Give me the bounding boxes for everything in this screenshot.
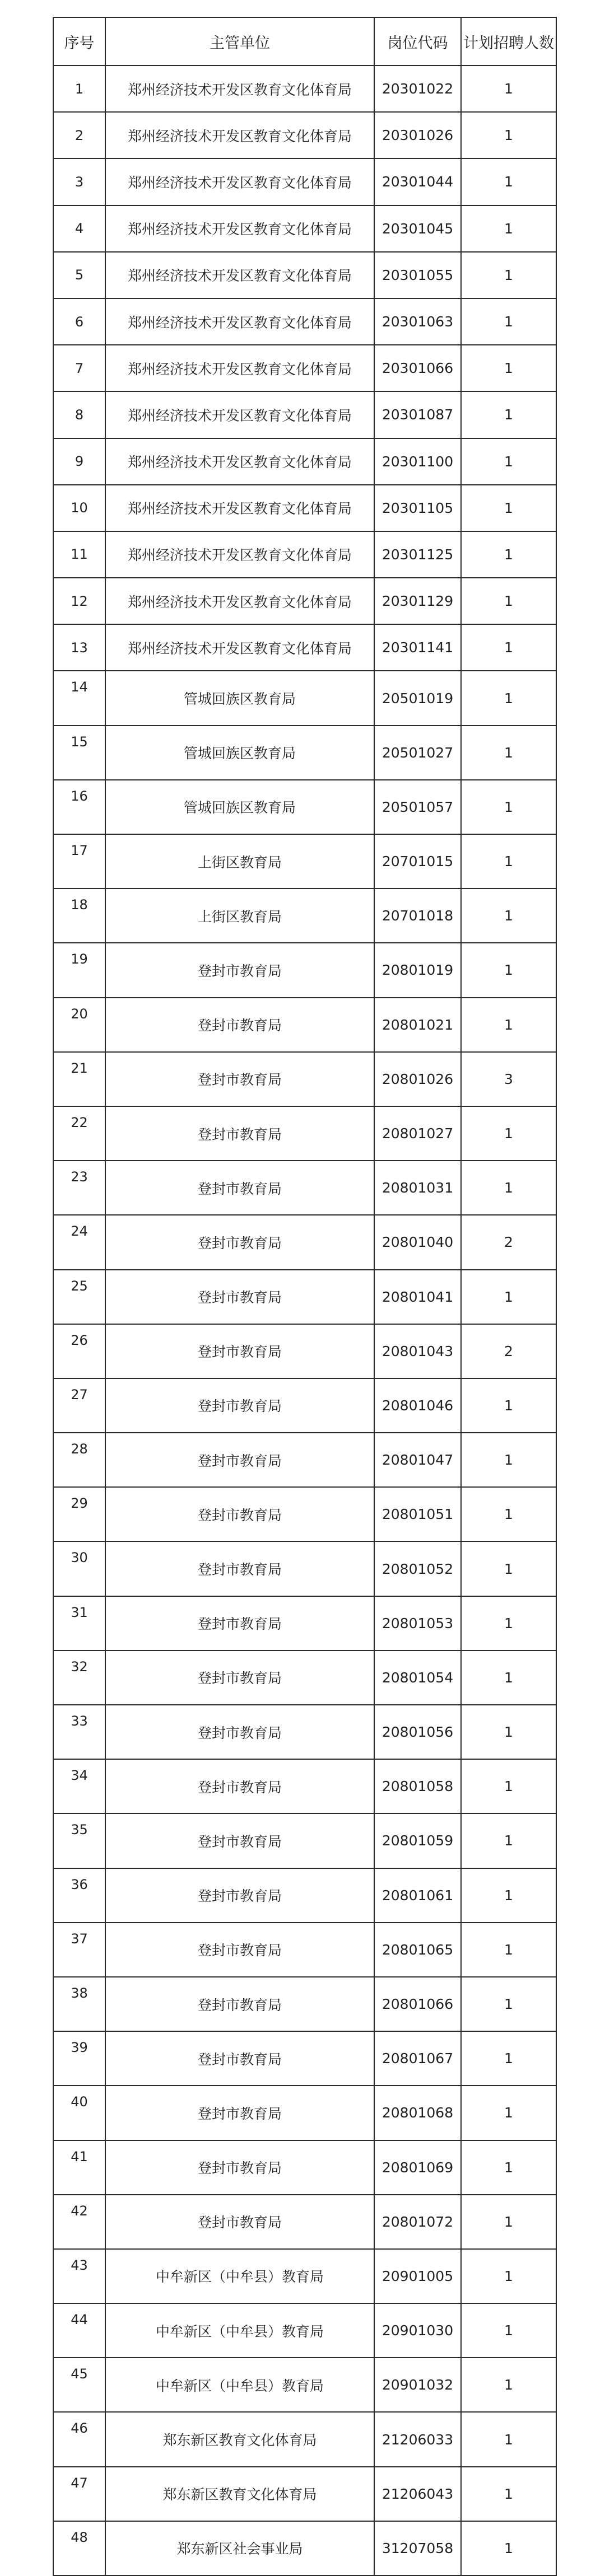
row-code: 20701018 xyxy=(374,889,461,943)
row-unit: 郑东新区教育文化体育局 xyxy=(105,2467,374,2521)
row-count: 1 xyxy=(461,2412,556,2466)
row-code: 21206043 xyxy=(374,2467,461,2521)
row-unit: 郑东新区教育文化体育局 xyxy=(105,2412,374,2466)
table-row xyxy=(53,1651,556,1705)
row-count: 1 xyxy=(461,1433,556,1487)
header-code: 岗位代码 xyxy=(374,17,461,66)
row-count: 1 xyxy=(461,2249,556,2303)
table-row xyxy=(53,1977,556,2031)
row-unit: 管城回族区教育局 xyxy=(105,671,374,725)
row-code: 20301022 xyxy=(374,66,461,112)
row-seq: 2 xyxy=(53,112,105,158)
row-code: 31207058 xyxy=(374,2521,461,2575)
row-code: 20501027 xyxy=(374,726,461,780)
row-code: 20801040 xyxy=(374,1215,461,1269)
row-count: 1 xyxy=(461,391,556,438)
table-row xyxy=(53,726,556,780)
row-seq: 10 xyxy=(53,485,105,531)
row-seq: 1 xyxy=(53,66,105,112)
row-seq: 26 xyxy=(53,1324,105,1378)
row-code: 20801065 xyxy=(374,1923,461,1977)
row-count: 1 xyxy=(461,1923,556,1977)
table-row xyxy=(53,391,556,438)
row-count: 1 xyxy=(461,112,556,158)
table-row xyxy=(53,1596,556,1651)
row-count: 1 xyxy=(461,1705,556,1759)
row-count: 1 xyxy=(461,2358,556,2412)
table-row xyxy=(53,1215,556,1269)
row-code: 20301141 xyxy=(374,624,461,671)
row-count: 1 xyxy=(461,1977,556,2031)
row-seq: 5 xyxy=(53,252,105,298)
row-unit: 郑州经济技术开发区教育文化体育局 xyxy=(105,345,374,391)
row-code: 20901030 xyxy=(374,2303,461,2358)
table-row xyxy=(53,205,556,252)
table-row xyxy=(53,1923,556,1977)
row-seq: 36 xyxy=(53,1868,105,1923)
row-unit: 上街区教育局 xyxy=(105,889,374,943)
row-seq: 3 xyxy=(53,158,105,205)
row-count: 1 xyxy=(461,1541,556,1596)
table-row xyxy=(53,2303,556,2358)
row-count: 1 xyxy=(461,624,556,671)
row-code: 20801031 xyxy=(374,1161,461,1215)
row-unit: 登封市教育局 xyxy=(105,1106,374,1161)
row-unit: 登封市教育局 xyxy=(105,1433,374,1487)
table-row xyxy=(53,780,556,834)
row-code: 20801052 xyxy=(374,1541,461,1596)
row-code: 20801053 xyxy=(374,1596,461,1651)
row-unit: 郑州经济技术开发区教育文化体育局 xyxy=(105,252,374,298)
row-unit: 登封市教育局 xyxy=(105,1923,374,1977)
table-row xyxy=(53,2086,556,2140)
row-count: 1 xyxy=(461,2140,556,2195)
row-seq: 9 xyxy=(53,438,105,485)
row-count: 1 xyxy=(461,1651,556,1705)
row-unit: 郑州经济技术开发区教育文化体育局 xyxy=(105,391,374,438)
row-seq: 14 xyxy=(53,671,105,725)
row-unit: 登封市教育局 xyxy=(105,1596,374,1651)
row-seq: 20 xyxy=(53,998,105,1052)
row-unit: 登封市教育局 xyxy=(105,1868,374,1923)
row-code: 20301129 xyxy=(374,578,461,624)
table-row xyxy=(53,1813,556,1868)
row-code: 20801056 xyxy=(374,1705,461,1759)
row-seq: 28 xyxy=(53,1433,105,1487)
table-row xyxy=(53,438,556,485)
row-code: 20801043 xyxy=(374,1324,461,1378)
row-seq: 25 xyxy=(53,1270,105,1324)
table-row xyxy=(53,485,556,531)
table-row xyxy=(53,671,556,725)
row-unit: 登封市教育局 xyxy=(105,1324,374,1378)
row-seq: 19 xyxy=(53,943,105,997)
row-unit: 郑州经济技术开发区教育文化体育局 xyxy=(105,205,374,252)
table-row xyxy=(53,943,556,997)
row-code: 20801061 xyxy=(374,1868,461,1923)
table-row xyxy=(53,834,556,889)
row-code: 20301087 xyxy=(374,391,461,438)
row-unit: 登封市教育局 xyxy=(105,2086,374,2140)
row-count: 1 xyxy=(461,780,556,834)
row-code: 21206033 xyxy=(374,2412,461,2466)
row-unit: 郑州经济技术开发区教育文化体育局 xyxy=(105,66,374,112)
row-seq: 21 xyxy=(53,1052,105,1106)
row-count: 1 xyxy=(461,1161,556,1215)
row-seq: 46 xyxy=(53,2412,105,2466)
row-seq: 11 xyxy=(53,531,105,578)
row-seq: 33 xyxy=(53,1705,105,1759)
row-unit: 郑州经济技术开发区教育文化体育局 xyxy=(105,438,374,485)
row-count: 1 xyxy=(461,485,556,531)
row-seq: 44 xyxy=(53,2303,105,2358)
row-seq: 37 xyxy=(53,1923,105,1977)
row-count: 1 xyxy=(461,2031,556,2086)
row-count: 1 xyxy=(461,1813,556,1868)
table-row xyxy=(53,531,556,578)
row-unit: 郑州经济技术开发区教育文化体育局 xyxy=(105,578,374,624)
row-count: 1 xyxy=(461,66,556,112)
table-body xyxy=(53,66,556,2575)
row-seq: 32 xyxy=(53,1651,105,1705)
row-count: 1 xyxy=(461,2195,556,2249)
row-seq: 43 xyxy=(53,2249,105,2303)
row-code: 20801069 xyxy=(374,2140,461,2195)
table-row xyxy=(53,2195,556,2249)
row-code: 20801051 xyxy=(374,1487,461,1541)
table-row xyxy=(53,2358,556,2412)
row-seq: 7 xyxy=(53,345,105,391)
row-unit: 登封市教育局 xyxy=(105,2195,374,2249)
row-code: 20801067 xyxy=(374,2031,461,2086)
row-seq: 8 xyxy=(53,391,105,438)
table-row xyxy=(53,624,556,671)
row-unit: 登封市教育局 xyxy=(105,2140,374,2195)
row-count: 1 xyxy=(461,438,556,485)
row-count: 1 xyxy=(461,1868,556,1923)
row-seq: 45 xyxy=(53,2358,105,2412)
row-code: 20801027 xyxy=(374,1106,461,1161)
row-code: 20801068 xyxy=(374,2086,461,2140)
header-count: 计划招聘人数 xyxy=(461,17,556,66)
row-count: 1 xyxy=(461,345,556,391)
row-seq: 15 xyxy=(53,726,105,780)
row-unit: 登封市教育局 xyxy=(105,2031,374,2086)
row-seq: 39 xyxy=(53,2031,105,2086)
row-unit: 管城回族区教育局 xyxy=(105,726,374,780)
row-code: 20801066 xyxy=(374,1977,461,2031)
row-seq: 23 xyxy=(53,1161,105,1215)
row-code: 20801054 xyxy=(374,1651,461,1705)
table-row xyxy=(53,1324,556,1378)
row-count: 1 xyxy=(461,298,556,345)
row-code: 20901032 xyxy=(374,2358,461,2412)
row-code: 20801041 xyxy=(374,1270,461,1324)
header-seq: 序号 xyxy=(53,17,105,66)
row-count: 1 xyxy=(461,1759,556,1813)
row-count: 1 xyxy=(461,158,556,205)
row-seq: 34 xyxy=(53,1759,105,1813)
row-seq: 27 xyxy=(53,1378,105,1433)
row-code: 20301105 xyxy=(374,485,461,531)
row-count: 1 xyxy=(461,671,556,725)
recruitment-table xyxy=(53,17,557,2576)
row-code: 20801021 xyxy=(374,998,461,1052)
row-count: 1 xyxy=(461,205,556,252)
row-unit: 登封市教育局 xyxy=(105,1813,374,1868)
row-unit: 登封市教育局 xyxy=(105,1270,374,1324)
header-row xyxy=(53,17,556,66)
row-count: 1 xyxy=(461,531,556,578)
row-seq: 4 xyxy=(53,205,105,252)
table-row xyxy=(53,1487,556,1541)
row-seq: 6 xyxy=(53,298,105,345)
row-seq: 12 xyxy=(53,578,105,624)
row-code: 20301026 xyxy=(374,112,461,158)
table-row xyxy=(53,158,556,205)
row-code: 20901005 xyxy=(374,2249,461,2303)
table-row xyxy=(53,578,556,624)
row-seq: 16 xyxy=(53,780,105,834)
table-row xyxy=(53,2467,556,2521)
table-row xyxy=(53,1161,556,1215)
row-seq: 24 xyxy=(53,1215,105,1269)
row-code: 20301125 xyxy=(374,531,461,578)
table-row xyxy=(53,2521,556,2575)
row-seq: 13 xyxy=(53,624,105,671)
table-row xyxy=(53,345,556,391)
table-row xyxy=(53,1106,556,1161)
row-code: 20301063 xyxy=(374,298,461,345)
row-unit: 登封市教育局 xyxy=(105,1759,374,1813)
row-count: 1 xyxy=(461,1596,556,1651)
row-seq: 48 xyxy=(53,2521,105,2575)
table-row xyxy=(53,298,556,345)
row-unit: 登封市教育局 xyxy=(105,1487,374,1541)
row-count: 1 xyxy=(461,2467,556,2521)
table-row xyxy=(53,2031,556,2086)
row-count: 3 xyxy=(461,1052,556,1106)
row-unit: 郑州经济技术开发区教育文化体育局 xyxy=(105,112,374,158)
table-row xyxy=(53,1759,556,1813)
table-row xyxy=(53,66,556,112)
row-code: 20801046 xyxy=(374,1378,461,1433)
row-unit: 登封市教育局 xyxy=(105,1651,374,1705)
row-code: 20501019 xyxy=(374,671,461,725)
table-row xyxy=(53,1868,556,1923)
row-unit: 登封市教育局 xyxy=(105,1705,374,1759)
row-unit: 登封市教育局 xyxy=(105,943,374,997)
row-unit: 登封市教育局 xyxy=(105,1052,374,1106)
row-unit: 登封市教育局 xyxy=(105,998,374,1052)
row-unit: 登封市教育局 xyxy=(105,1161,374,1215)
row-unit: 郑州经济技术开发区教育文化体育局 xyxy=(105,158,374,205)
table-row xyxy=(53,112,556,158)
table-row xyxy=(53,889,556,943)
row-count: 1 xyxy=(461,889,556,943)
row-unit: 登封市教育局 xyxy=(105,1977,374,2031)
row-seq: 42 xyxy=(53,2195,105,2249)
row-unit: 郑州经济技术开发区教育文化体育局 xyxy=(105,485,374,531)
row-code: 20301100 xyxy=(374,438,461,485)
table-row xyxy=(53,1270,556,1324)
row-unit: 郑州经济技术开发区教育文化体育局 xyxy=(105,624,374,671)
row-seq: 30 xyxy=(53,1541,105,1596)
row-code: 20701015 xyxy=(374,834,461,889)
row-count: 1 xyxy=(461,1487,556,1541)
row-unit: 中牟新区（中牟县）教育局 xyxy=(105,2303,374,2358)
table-row xyxy=(53,2249,556,2303)
row-count: 1 xyxy=(461,1106,556,1161)
row-code: 20301055 xyxy=(374,252,461,298)
row-count: 2 xyxy=(461,1215,556,1269)
row-seq: 35 xyxy=(53,1813,105,1868)
row-code: 20301066 xyxy=(374,345,461,391)
row-count: 1 xyxy=(461,943,556,997)
row-code: 20801058 xyxy=(374,1759,461,1813)
row-count: 1 xyxy=(461,2086,556,2140)
row-seq: 18 xyxy=(53,889,105,943)
row-seq: 47 xyxy=(53,2467,105,2521)
row-unit: 中牟新区（中牟县）教育局 xyxy=(105,2358,374,2412)
row-count: 1 xyxy=(461,2303,556,2358)
table-row xyxy=(53,1378,556,1433)
row-count: 1 xyxy=(461,252,556,298)
row-unit: 登封市教育局 xyxy=(105,1215,374,1269)
row-code: 20801019 xyxy=(374,943,461,997)
row-code: 20801026 xyxy=(374,1052,461,1106)
table-row xyxy=(53,1052,556,1106)
row-count: 1 xyxy=(461,578,556,624)
row-count: 1 xyxy=(461,834,556,889)
row-unit: 郑州经济技术开发区教育文化体育局 xyxy=(105,298,374,345)
row-unit: 中牟新区（中牟县）教育局 xyxy=(105,2249,374,2303)
table-row xyxy=(53,1541,556,1596)
row-count: 1 xyxy=(461,998,556,1052)
row-code: 20801059 xyxy=(374,1813,461,1868)
table-row xyxy=(53,252,556,298)
row-count: 1 xyxy=(461,1270,556,1324)
row-count: 1 xyxy=(461,2521,556,2575)
row-unit: 郑州经济技术开发区教育文化体育局 xyxy=(105,531,374,578)
row-seq: 31 xyxy=(53,1596,105,1651)
row-unit: 管城回族区教育局 xyxy=(105,780,374,834)
row-seq: 17 xyxy=(53,834,105,889)
row-seq: 41 xyxy=(53,2140,105,2195)
table-row xyxy=(53,1433,556,1487)
row-count: 1 xyxy=(461,726,556,780)
row-seq: 22 xyxy=(53,1106,105,1161)
table-row xyxy=(53,998,556,1052)
row-code: 20301044 xyxy=(374,158,461,205)
row-unit: 登封市教育局 xyxy=(105,1378,374,1433)
header-unit: 主管单位 xyxy=(105,17,374,66)
row-unit: 上街区教育局 xyxy=(105,834,374,889)
row-unit: 郑东新区社会事业局 xyxy=(105,2521,374,2575)
row-unit: 登封市教育局 xyxy=(105,1541,374,1596)
row-seq: 38 xyxy=(53,1977,105,2031)
row-code: 20501057 xyxy=(374,780,461,834)
row-code: 20301045 xyxy=(374,205,461,252)
row-seq: 40 xyxy=(53,2086,105,2140)
row-seq: 29 xyxy=(53,1487,105,1541)
table-row xyxy=(53,1705,556,1759)
row-code: 20801047 xyxy=(374,1433,461,1487)
row-code: 20801072 xyxy=(374,2195,461,2249)
table-row xyxy=(53,2412,556,2466)
table-row xyxy=(53,2140,556,2195)
row-count: 1 xyxy=(461,1378,556,1433)
row-count: 2 xyxy=(461,1324,556,1378)
